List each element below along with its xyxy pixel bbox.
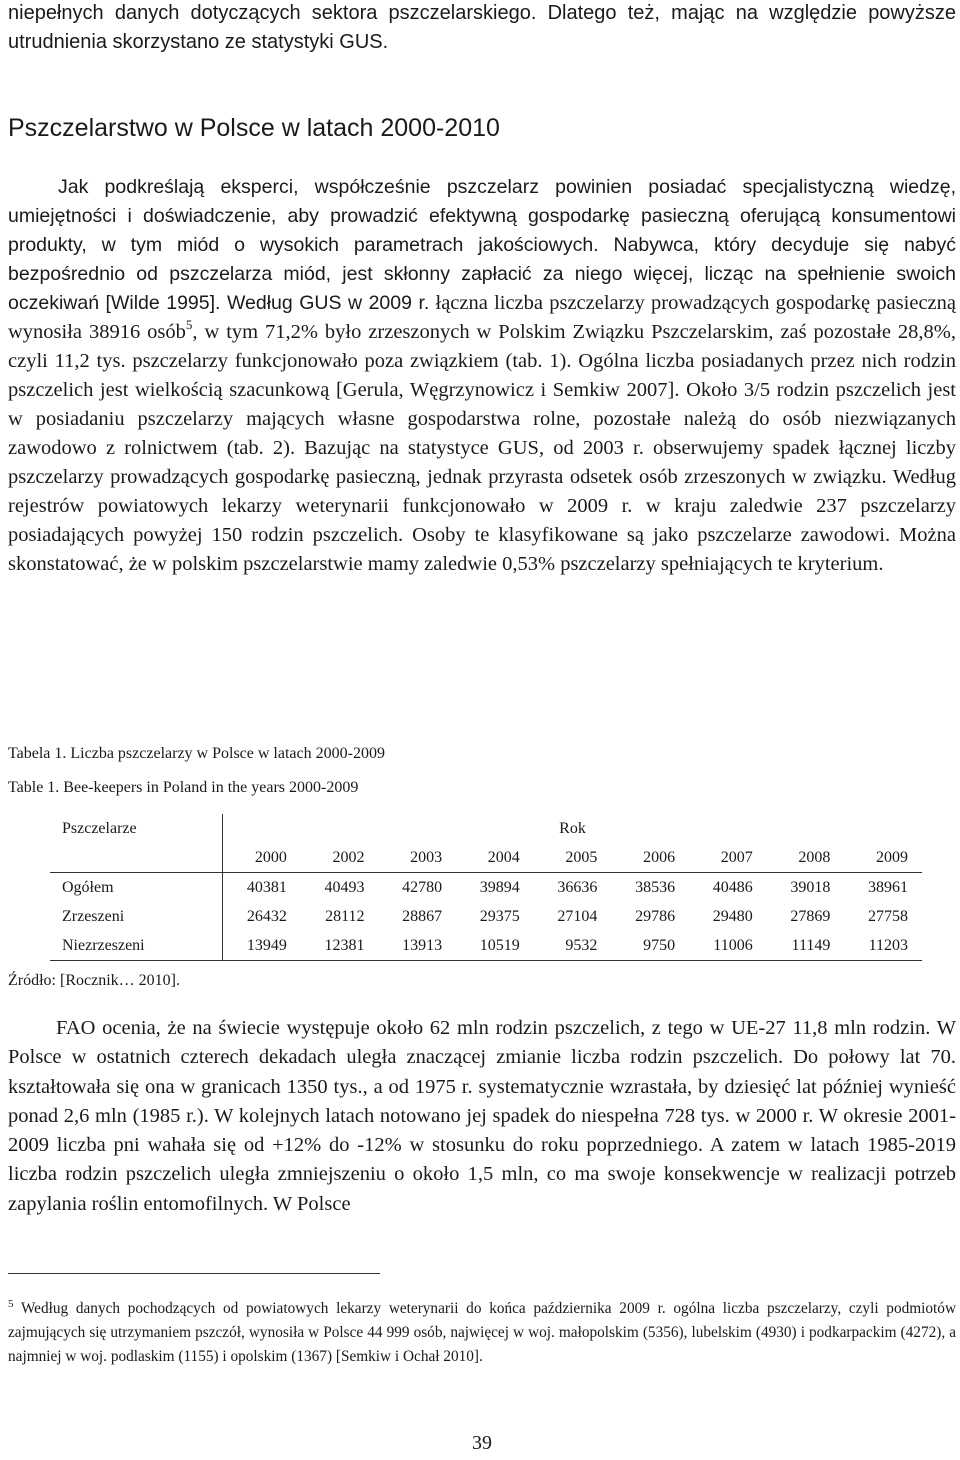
- empty-cell: [50, 843, 223, 873]
- table-cell: 38961: [868, 878, 908, 896]
- table-cell: 12381: [301, 931, 379, 961]
- table-cell: 11203: [844, 931, 922, 961]
- paragraph-serif-part-b: , w tym 71,2% było zrzeszonych w Polskim Związku Pszczelarskim, zaś pozostałe 28,8%, czyli 11,2 tys. pszczelarzy funkcjonowało poza związkiem (tab. 1). Ogólna liczba posiadanych przez nich rodzin pszczelich jest wielkością szacunkową [Gerula, Węgrzynowicz i Semkiw 2007]. Około 3/5 rodzin pszczelich jest w posiadaniu pszczelarzy mających własne gospodarstwa rolne, pozostałe należą do osób niezwiązanych zawodowo z rolnictwem (tab. 2). Bazując na statystyce GUS, od 2003 r. obserwujemy spadek łącznej liczby pszczelarzy prowadzących gospodarkę pasieczną, jednak przyrasta odsetek osób zrzeszonych w związku. Według rejestrów powiatowych lekarzy weterynarii funkcjonowało w 2009 r. w kraju zaledwie 237 pszczelarzy posiadających powyżej 150 rodzin pszczelich. Osoby te klasyfikowane są jako pszczelarze zawodowi. Można skonstatować, że w polskim pszczelarstwie mamy zaledwie 0,53% pszczelarzy spełniających te kryterium.: [8, 321, 956, 575]
- year-cell: 2000: [223, 843, 301, 873]
- table-row: [50, 902, 922, 931]
- table-years-row: [50, 843, 922, 873]
- page-number: 39: [472, 1432, 492, 1454]
- table-caption-pl: Tabela 1. Liczba pszczelarzy w Polsce w latach 2000-2009: [8, 745, 385, 762]
- paragraph-serif-part-a: łączna liczba pszczelarzy prowadzących gospodarkę pasieczną wynosiła 38916 osób: [8, 292, 956, 343]
- document-page: [8, 0, 956, 1454]
- year-cell: 2006: [611, 843, 689, 873]
- year-cell: 2007: [689, 843, 767, 873]
- paragraph-sans-part: Jak podkreślają eksperci, współcześnie pszczelarz powinien posiadać specjalistyczną wiedzę, umiejętności i doświadczenie, aby prowadzić efektywną gospodarkę pasieczną oferującą konsumentowi produkty, w tym miód o wysokich parametrach jakościowych. Nabywca, który decyduje się nabyć bezpośrednio od pszczelarza miód, jest skłonny zapłacić za niego więcej, licząc na spełnienie swoich oczekiwań [Wilde 1995]. Według GUS w 2009 r.: [8, 176, 956, 314]
- table-header-row: [50, 814, 922, 843]
- intro-paragraph: niepełnych danych dotyczących sektora pszczelarskiego. Dlatego też, mając na względzie powyższe utrudnienia skorzystano ze statystyki GUS.: [8, 2, 956, 53]
- table-cell: 29375: [479, 907, 520, 925]
- year-cell: 2004: [456, 843, 534, 873]
- table-cell: 28867: [402, 907, 443, 925]
- row-label: Niezrzeszeni: [50, 931, 223, 961]
- table-cell: 29786: [635, 907, 676, 925]
- table-cell: 42780: [402, 878, 443, 896]
- table-cell: 39894: [479, 878, 520, 896]
- year-cell: 2008: [767, 843, 845, 873]
- table-cell: 27869: [790, 907, 831, 925]
- table-cell: 40381: [246, 878, 287, 896]
- footnote-reference[interactable]: 5: [185, 317, 193, 332]
- table-row: [50, 873, 922, 903]
- body-paragraph: [8, 1014, 956, 1219]
- row-label: Ogółem: [50, 873, 223, 903]
- table-cell: 27104: [557, 907, 598, 925]
- table-cell: 40486: [712, 878, 753, 896]
- table-cell: 9750: [611, 931, 689, 961]
- paragraph-text: FAO ocenia, że na świecie występuje około 62 mln rodzin pszczelich, z tego w UE-27 11,8 mln rodzin. W Polsce w ostatnich czterech dekadach uległa znaczącej zmianie liczba rodzin pszczelich. Do połowy lat 70. kształtowała się ona w granicach 1350 tys., a od 1975 r. systematycznie wzrastała, by dziesięć lat później wynieść ponad 2,6 mln (1985 r.). W kolejnych latach notowano jej spadek do niespełna 728 tys. w 2000 r. W okresie 2001-2009 liczba pni wahała się od +12% do -12% w stosunku do roku poprzedniego. A zatem w latach 1985-2019 liczba rodzin pszczelich uległa zmniejszeniu o około 1,5 mln, co ma swoje konsekwencje w realizacji potrzeb zapylania roślin entomofilnych. W Polsce: [8, 1017, 956, 1215]
- table-cell: 28112: [325, 907, 365, 925]
- footnote-text: Według danych pochodzących od powiatowych lekarzy weterynarii do końca października 2009 r. ogólna liczba pszczelarzy, czyli podmiotów zajmujących się utrzymaniem pszczół, wynosiła w Polsce 44 999 osób, najwięcej w woj. małopolskim (5356), lubelskim (4930) i podkarpackim (4272), a najmniej w woj. podlaskim (1155) i opolskim (1367) [Semkiw i Ochał 2010].: [8, 1300, 956, 1365]
- table-cell: 11006: [689, 931, 767, 961]
- table-cell: 29480: [712, 907, 753, 925]
- table-cell: 26432: [246, 907, 287, 925]
- year-cell: 2009: [844, 843, 922, 873]
- table-cell: 38536: [635, 878, 676, 896]
- table-cell: 39018: [790, 878, 831, 896]
- table-source: Źródło: [Rocznik… 2010].: [8, 972, 180, 989]
- year-cell: 2005: [534, 843, 612, 873]
- year-cell: 2003: [379, 843, 457, 873]
- section-heading: Pszczelarstwo w Polsce w latach 2000-2010: [8, 114, 500, 142]
- table-row: [50, 931, 922, 961]
- table-cell: 27758: [868, 907, 908, 925]
- year-cell: 2002: [301, 843, 379, 873]
- row-label: Zrzeszeni: [50, 902, 223, 931]
- table-cell: 36636: [557, 878, 598, 896]
- table-caption-en: Table 1. Bee-keepers in Poland in the years 2000-2009: [8, 779, 359, 796]
- table-cell: 13913: [379, 931, 457, 961]
- footnote-number: 5: [8, 1298, 14, 1310]
- row-header-label: Pszczelarze: [50, 814, 223, 843]
- table-cell: 10519: [456, 931, 534, 961]
- table-cell: 13949: [223, 931, 301, 961]
- footnote: [8, 1292, 956, 1369]
- beekeepers-table: [50, 814, 922, 961]
- footnote-divider: [8, 1273, 380, 1274]
- table-cell: 11149: [767, 931, 845, 961]
- table-cell: 40493: [324, 878, 365, 896]
- group-header-label: Rok: [559, 819, 586, 837]
- table-cell: 9532: [534, 931, 612, 961]
- section-paragraph: [8, 173, 956, 579]
